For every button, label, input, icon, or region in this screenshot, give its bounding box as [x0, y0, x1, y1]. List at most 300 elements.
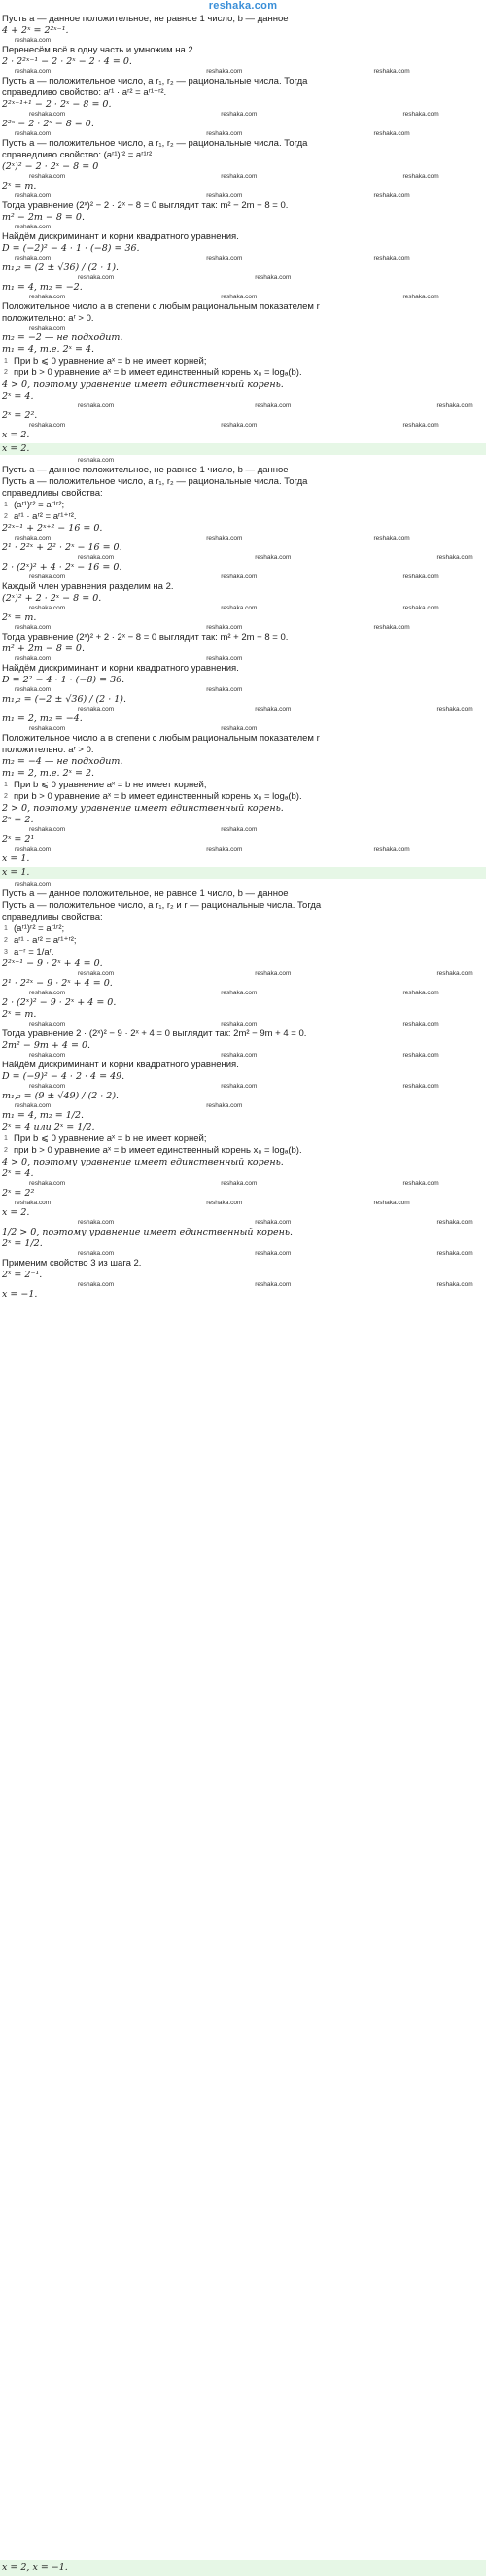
watermark-text: reshaka.com	[221, 990, 258, 996]
line-text: 2ˣ = 2.	[2, 815, 34, 825]
equation-line	[0, 262, 486, 274]
watermark-text: reshaka.com	[78, 1219, 115, 1226]
watermark-row	[0, 1021, 486, 1028]
watermark-text: reshaka.com	[78, 1250, 115, 1257]
explanation-text	[0, 313, 486, 325]
watermark-text: reshaka.com	[15, 255, 52, 261]
line-text: 2¹ · 2²ˣ + 2² · 2ˣ − 16 = 0.	[2, 542, 122, 553]
watermark-row	[0, 990, 486, 997]
rule-item	[0, 935, 486, 947]
line-text: m₂ = −2 — не подходит.	[2, 332, 123, 343]
watermark-text: reshaka.com	[15, 624, 52, 631]
watermark-text: reshaka.com	[255, 970, 292, 977]
watermark-text: reshaka.com	[29, 826, 66, 833]
watermark-text: reshaka.com	[221, 574, 258, 580]
line-text: 2ˣ = m.	[2, 612, 37, 623]
equation-line	[0, 803, 486, 815]
watermark-text: reshaka.com	[255, 1219, 292, 1226]
line-text: Тогда уравнение (2ˣ)² − 2 · 2ˣ − 8 = 0 выглядит так: m² − 2m − 8 = 0.	[2, 200, 289, 211]
rule-item	[0, 1145, 486, 1157]
watermark-text: reshaka.com	[15, 68, 52, 75]
line-text: x = 2.	[2, 1207, 30, 1218]
final-answer: x = 2, x = −1.	[2, 2562, 68, 2573]
line-text: Пусть a — данное положительное, не равное 1 число, b — данное	[2, 888, 289, 899]
line-text: Тогда уравнение 2 · (2ˣ)² − 9 · 2ˣ + 4 = 0 выглядит так: 2m² − 9m + 4 = 0.	[2, 1028, 307, 1039]
watermark-text: reshaka.com	[15, 1102, 52, 1109]
watermark-text: reshaka.com	[436, 970, 473, 977]
line-text: Положительное число a в степени с любым рациональным показателем r	[2, 301, 320, 312]
watermark-text: reshaka.com	[402, 605, 439, 611]
watermark-text: reshaka.com	[206, 1200, 243, 1206]
explanation-text	[0, 900, 486, 912]
rule-item	[0, 780, 486, 791]
equation-line	[0, 593, 486, 605]
watermark-text: reshaka.com	[436, 706, 473, 713]
equation-line	[0, 99, 486, 111]
line-text: m² − 2m − 8 = 0.	[2, 212, 85, 223]
equation-line	[0, 768, 486, 780]
watermark-row	[0, 574, 486, 581]
line-text: m₂ = −4 — не подходит.	[2, 756, 123, 767]
rule-item-number: 1	[4, 358, 8, 365]
rule-item-number: 1	[4, 782, 8, 788]
watermark-row	[0, 706, 486, 714]
watermark-text: reshaka.com	[206, 130, 243, 137]
line-text: при b > 0 уравнение aˣ = b имеет единственный корень x₀ = logₐ(b).	[14, 791, 302, 802]
watermark-text: reshaka.com	[373, 68, 410, 75]
watermark-text: reshaka.com	[402, 1180, 439, 1187]
watermark-text: reshaka.com	[78, 1281, 115, 1288]
line-text: 4 > 0, поэтому уравнение имеет единственный корень.	[2, 1157, 284, 1167]
watermark-text: reshaka.com	[15, 535, 52, 541]
line-text: m² + 2m − 8 = 0.	[2, 644, 85, 654]
watermark-text: reshaka.com	[373, 846, 410, 853]
watermark-row	[0, 1052, 486, 1060]
rule-item-number: 1	[4, 502, 8, 508]
equation-line	[0, 119, 486, 130]
watermark-text: reshaka.com	[29, 422, 66, 429]
equation-line	[0, 523, 486, 535]
rule-item	[0, 947, 486, 958]
explanation-text	[0, 912, 486, 923]
watermark-text: reshaka.com	[436, 1281, 473, 1288]
line-text: Пусть a — положительное число, а r₁, r₂ — рациональные числа. Тогда	[2, 138, 308, 149]
watermark-text: reshaka.com	[29, 1052, 66, 1059]
watermark-text: reshaka.com	[221, 294, 258, 300]
equation-line	[0, 644, 486, 655]
watermark-row	[0, 535, 486, 542]
watermark-text: reshaka.com	[29, 294, 66, 300]
watermark-text: reshaka.com	[206, 686, 243, 693]
equation-line	[0, 1227, 486, 1238]
watermark-text: reshaka.com	[402, 422, 439, 429]
watermark-row	[0, 255, 486, 262]
watermark-text: reshaka.com	[78, 554, 115, 561]
line-text: справедливо свойство: (aʳ¹)ʳ² = aʳ¹ʳ².	[2, 150, 155, 160]
watermark-text: reshaka.com	[78, 706, 115, 713]
equation-line	[0, 430, 486, 441]
watermark-text: reshaka.com	[29, 325, 66, 331]
answer-line	[0, 867, 486, 879]
watermark-text: reshaka.com	[221, 111, 258, 118]
explanation-text	[0, 476, 486, 488]
watermark-text: reshaka.com	[221, 605, 258, 611]
equation-line	[0, 1040, 486, 1052]
watermark-text: reshaka.com	[15, 881, 52, 888]
line-text: Перенесём всё в одну часть и умножим на 2.	[2, 45, 196, 55]
explanation-text	[0, 1258, 486, 1270]
watermark-text: reshaka.com	[373, 192, 410, 199]
rule-item	[0, 791, 486, 803]
watermark-row	[0, 173, 486, 181]
line-text: положительно: aʳ > 0.	[2, 313, 94, 324]
line-text: m₁,₂ = (9 ± √49) / (2 · 2).	[2, 1091, 120, 1101]
line-text: Пусть a — положительное число, а r₁, r₂ и r — рациональные числа. Тогда	[2, 900, 322, 911]
explanation-text	[0, 1028, 486, 1040]
watermark-row	[0, 294, 486, 301]
watermark-text: reshaka.com	[436, 402, 473, 409]
line-text: 2ˣ = 2²	[2, 1188, 35, 1199]
explanation-text	[0, 745, 486, 756]
line-text: 2²ˣ⁺¹ + 2ˣ⁺² − 16 = 0.	[2, 523, 103, 534]
watermark-row	[0, 686, 486, 694]
equation-line	[0, 542, 486, 554]
line-text: 2 · (2ˣ)² − 9 · 2ˣ + 4 = 0.	[2, 997, 117, 1008]
rule-item-number: 2	[4, 369, 8, 376]
watermark-text: reshaka.com	[221, 1021, 258, 1027]
watermark-text: reshaka.com	[255, 706, 292, 713]
solution-content	[0, 14, 486, 1301]
watermark-row	[0, 325, 486, 332]
watermark-text: reshaka.com	[15, 846, 52, 853]
equation-line	[0, 714, 486, 725]
rule-item	[0, 511, 486, 523]
equation-line	[0, 1207, 486, 1219]
explanation-text	[0, 663, 486, 675]
equation-line	[0, 1270, 486, 1281]
line-text: x = 1.	[2, 853, 30, 864]
line-text: (aʳ¹)ʳ² = aʳ¹ʳ²;	[14, 923, 65, 934]
watermark-text: reshaka.com	[29, 1180, 66, 1187]
rule-item	[0, 367, 486, 379]
equation-line	[0, 1110, 486, 1122]
watermark-row	[0, 1200, 486, 1207]
watermark-row	[0, 970, 486, 978]
watermark-row	[0, 224, 486, 231]
line-text: 2 · (2ˣ)² + 4 · 2ˣ − 16 = 0.	[2, 562, 122, 573]
line-text: 2 · 2²ˣ⁻¹ − 2 · 2ˣ − 2 · 4 = 0.	[2, 56, 132, 67]
equation-line	[0, 1122, 486, 1133]
watermark-row	[0, 826, 486, 834]
watermark-row	[0, 274, 486, 282]
line-text: При b ⩽ 0 уравнение aˣ = b не имеет корней;	[14, 1133, 207, 1144]
equation-line	[0, 212, 486, 224]
equation-line	[0, 243, 486, 255]
watermark-text: reshaka.com	[436, 1219, 473, 1226]
watermark-row	[0, 1250, 486, 1258]
watermark-row	[0, 1083, 486, 1091]
equation-line	[0, 834, 486, 846]
line-text: 2ˣ = 4 или 2ˣ = 1/2.	[2, 1122, 95, 1132]
watermark-text: reshaka.com	[402, 1052, 439, 1059]
watermark-text: reshaka.com	[206, 68, 243, 75]
line-text: 2ˣ = m.	[2, 1009, 37, 1020]
rule-item-number: 2	[4, 937, 8, 944]
explanation-text	[0, 888, 486, 900]
watermark-text: reshaka.com	[402, 990, 439, 996]
rule-item	[0, 923, 486, 935]
line-text: D = (−2)² − 4 · 1 · (−8) = 36.	[2, 243, 140, 254]
equation-line	[0, 1071, 486, 1083]
watermark-text: reshaka.com	[206, 1102, 243, 1109]
equation-line	[0, 853, 486, 865]
explanation-text	[0, 632, 486, 644]
watermark-row	[0, 1219, 486, 1227]
line-text: 2ˣ = 2¹	[2, 834, 35, 845]
line-text: Тогда уравнение (2ˣ)² + 2 · 2ˣ − 8 = 0 выглядит так: m² + 2m − 8 = 0.	[2, 632, 289, 643]
line-text: m₁,₂ = (−2 ± √36) / (2 · 1).	[2, 694, 127, 705]
line-text: положительно: aʳ > 0.	[2, 745, 94, 755]
equation-line	[0, 181, 486, 192]
explanation-text	[0, 465, 486, 476]
watermark-text: reshaka.com	[255, 554, 292, 561]
line-text: m₁ = 4, т.е. 2ˣ = 4.	[2, 344, 95, 355]
line-text: Пусть a — положительное число, а r₁, r₂ — рациональные числа. Тогда	[2, 76, 308, 87]
watermark-text: reshaka.com	[15, 37, 52, 44]
rule-item-number: 2	[4, 513, 8, 520]
watermark-text: reshaka.com	[402, 173, 439, 180]
rule-item-number: 2	[4, 793, 8, 800]
line-text: (2ˣ)² − 2 · 2ˣ − 8 = 0	[2, 161, 99, 172]
line-text: 2ˣ = 4.	[2, 391, 34, 401]
explanation-text	[0, 45, 486, 56]
rule-item	[0, 356, 486, 367]
explanation-text	[0, 76, 486, 87]
equation-line	[0, 1238, 486, 1250]
watermark-text: reshaka.com	[436, 554, 473, 561]
rule-item-number: 1	[4, 1135, 8, 1142]
watermark-text: reshaka.com	[206, 624, 243, 631]
watermark-row	[0, 402, 486, 410]
line-text: 2ˣ = 1/2.	[2, 1238, 43, 1249]
watermark-text: reshaka.com	[29, 725, 66, 732]
line-text: 2¹ · 2²ˣ − 9 · 2ˣ + 4 = 0.	[2, 978, 113, 989]
line-text: Найдём дискриминант и корни квадратного уравнения.	[2, 231, 239, 242]
line-text: (aʳ¹)ʳ² = aʳ¹ʳ²;	[14, 500, 65, 510]
line-text: x = 2.	[2, 443, 30, 454]
line-text: Пусть a — данное положительное, не равное 1 число, b — данное	[2, 14, 289, 24]
line-text: при b > 0 уравнение aˣ = b имеет единственный корень x₀ = logₐ(b).	[14, 367, 302, 378]
watermark-text: reshaka.com	[29, 111, 66, 118]
watermark-text: reshaka.com	[78, 402, 115, 409]
watermark-text: reshaka.com	[402, 1021, 439, 1027]
equation-line	[0, 815, 486, 826]
line-text: m₁ = 2, m₂ = −4.	[2, 714, 83, 724]
line-text: 2ˣ = m.	[2, 181, 37, 191]
equation-line	[0, 978, 486, 990]
watermark-text: reshaka.com	[15, 1200, 52, 1206]
watermark-text: reshaka.com	[221, 1083, 258, 1090]
watermark-row	[0, 457, 486, 465]
equation-line	[0, 282, 486, 294]
watermark-text: reshaka.com	[206, 192, 243, 199]
final-answer-box	[0, 2560, 486, 2576]
watermark-text: reshaka.com	[206, 255, 243, 261]
watermark-text: reshaka.com	[373, 535, 410, 541]
equation-line	[0, 756, 486, 768]
line-text: 2ˣ = 2⁻¹.	[2, 1270, 43, 1280]
watermark-row	[0, 111, 486, 119]
solution-block-3	[0, 881, 486, 1301]
equation-line	[0, 410, 486, 422]
explanation-text	[0, 488, 486, 500]
line-text: Применим свойство 3 из шага 2.	[2, 1258, 142, 1269]
watermark-text: reshaka.com	[29, 574, 66, 580]
watermark-text: reshaka.com	[29, 990, 66, 996]
watermark-text: reshaka.com	[436, 1250, 473, 1257]
line-text: aʳ¹ · aʳ² = aʳ¹⁺ʳ².	[14, 511, 77, 522]
watermark-text: reshaka.com	[15, 224, 52, 230]
watermark-text: reshaka.com	[221, 725, 258, 732]
watermark-text: reshaka.com	[206, 655, 243, 662]
watermark-text: reshaka.com	[29, 1083, 66, 1090]
watermark-text: reshaka.com	[221, 1052, 258, 1059]
watermark-text: reshaka.com	[15, 192, 52, 199]
watermark-row	[0, 68, 486, 76]
watermark-text: reshaka.com	[15, 655, 52, 662]
rule-item	[0, 1133, 486, 1145]
line-text: при b > 0 уравнение aˣ = b имеет единственный корень x₀ = logₐ(b).	[14, 1145, 302, 1156]
watermark-text: reshaka.com	[206, 535, 243, 541]
equation-line	[0, 25, 486, 37]
line-text: 2 > 0, поэтому уравнение имеет единственный корень.	[2, 803, 284, 814]
explanation-text	[0, 1060, 486, 1071]
equation-line	[0, 379, 486, 391]
line-text: Пусть a — данное положительное, не равное 1 число, b — данное	[2, 465, 289, 475]
watermark-text: reshaka.com	[221, 826, 258, 833]
explanation-text	[0, 200, 486, 212]
watermark-text: reshaka.com	[402, 111, 439, 118]
equation-line	[0, 332, 486, 344]
equation-line	[0, 958, 486, 970]
watermark-text: reshaka.com	[373, 130, 410, 137]
line-text: справедливы свойства:	[2, 912, 103, 922]
equation-line	[0, 997, 486, 1009]
solution-block-2	[0, 457, 486, 879]
line-text: Найдём дискриминант и корни квадратного уравнения.	[2, 663, 239, 674]
rule-item-number: 1	[4, 925, 8, 932]
explanation-text	[0, 231, 486, 243]
explanation-text	[0, 733, 486, 745]
watermark-row	[0, 655, 486, 663]
explanation-text	[0, 14, 486, 25]
line-text: m₁ = 4, m₂ = 1/2.	[2, 1110, 85, 1121]
watermark-text: reshaka.com	[373, 624, 410, 631]
answer-line	[0, 443, 486, 455]
line-text: 4 + 2ˣ = 2²ˣ⁻¹.	[2, 25, 69, 36]
line-text: 2ˣ = 2².	[2, 410, 38, 421]
explanation-text	[0, 581, 486, 593]
line-text: При b ⩽ 0 уравнение aˣ = b не имеет корней;	[14, 356, 207, 366]
explanation-text	[0, 301, 486, 313]
equation-line	[0, 1157, 486, 1168]
watermark-row	[0, 1102, 486, 1110]
solution-block-1	[0, 14, 486, 455]
line-text: При b ⩽ 0 уравнение aˣ = b не имеет корней;	[14, 780, 207, 790]
explanation-text	[0, 87, 486, 99]
watermark-text: reshaka.com	[373, 255, 410, 261]
watermark-row	[0, 554, 486, 562]
equation-line	[0, 1168, 486, 1180]
equation-line	[0, 1091, 486, 1102]
line-text: 2²ˣ − 2 · 2ˣ − 8 = 0.	[2, 119, 94, 129]
explanation-text	[0, 150, 486, 161]
rule-item-number: 3	[4, 949, 8, 956]
line-text: x = 2.	[2, 430, 30, 440]
watermark-row	[0, 130, 486, 138]
line-text: m₁,₂ = (2 ± √36) / (2 · 1).	[2, 262, 120, 273]
line-text: m₁ = 2, т.е. 2ˣ = 2.	[2, 768, 95, 779]
line-text: справедливо свойство: aʳ¹ · aʳ² = aʳ¹⁺ʳ².	[2, 87, 167, 98]
watermark-text: reshaka.com	[221, 1180, 258, 1187]
equation-line	[0, 612, 486, 624]
line-text: 1/2 > 0, поэтому уравнение имеет единственный корень.	[2, 1227, 294, 1237]
line-text: 2²ˣ⁺¹ − 9 · 2ˣ + 4 = 0.	[2, 958, 103, 969]
explanation-text	[0, 138, 486, 150]
line-text: (2ˣ)² + 2 · 2ˣ − 8 = 0.	[2, 593, 102, 604]
line-text: Найдём дискриминант и корни квадратного уравнения.	[2, 1060, 239, 1070]
equation-line	[0, 1289, 486, 1301]
line-text: Пусть a — положительное число, а r₁, r₂ — рациональные числа. Тогда	[2, 476, 308, 487]
watermark-text: reshaka.com	[29, 1021, 66, 1027]
watermark-text: reshaka.com	[78, 457, 115, 464]
watermark-text: reshaka.com	[206, 846, 243, 853]
watermark-text: reshaka.com	[255, 402, 292, 409]
watermark-row	[0, 605, 486, 612]
watermark-text: reshaka.com	[78, 274, 115, 281]
watermark-text: reshaka.com	[15, 686, 52, 693]
equation-line	[0, 694, 486, 706]
watermark-text: reshaka.com	[221, 422, 258, 429]
equation-line	[0, 1009, 486, 1021]
rule-item-number: 2	[4, 1147, 8, 1154]
line-text: Положительное число a в степени с любым рациональным показателем r	[2, 733, 320, 744]
watermark-text: reshaka.com	[255, 274, 292, 281]
equation-line	[0, 391, 486, 402]
watermark-text: reshaka.com	[15, 130, 52, 137]
equation-line	[0, 562, 486, 574]
watermark-text: reshaka.com	[373, 1200, 410, 1206]
line-text: Каждый член уравнения разделим на 2.	[2, 581, 174, 592]
watermark-text: reshaka.com	[221, 173, 258, 180]
equation-line	[0, 56, 486, 68]
watermark-row	[0, 1281, 486, 1289]
rule-item	[0, 500, 486, 511]
watermark-text: reshaka.com	[29, 173, 66, 180]
line-text: 4 > 0, поэтому уравнение имеет единственный корень.	[2, 379, 284, 390]
watermark-row	[0, 881, 486, 888]
line-text: 2²ˣ⁻¹⁺¹ − 2 · 2ˣ − 8 = 0.	[2, 99, 112, 110]
site-logo[interactable]: reshaka.com	[208, 0, 278, 12]
watermark-row	[0, 624, 486, 632]
equation-line	[0, 1188, 486, 1200]
line-text: x = −1.	[2, 1289, 38, 1300]
line-text: 2m² − 9m + 4 = 0.	[2, 1040, 91, 1051]
equation-line	[0, 344, 486, 356]
watermark-row	[0, 192, 486, 200]
watermark-text: reshaka.com	[402, 294, 439, 300]
line-text: a⁻ʳ = 1/aʳ.	[14, 947, 54, 957]
